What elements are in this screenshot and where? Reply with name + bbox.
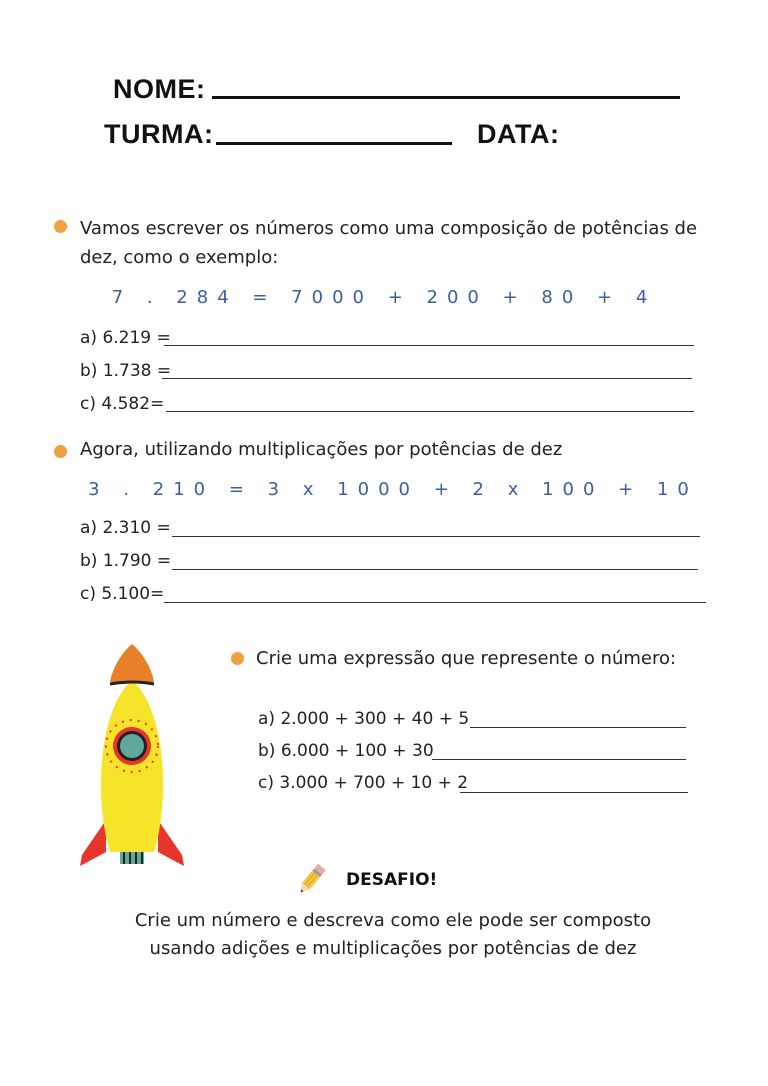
- section2-example: 3 . 210 = 3 x 1000 + 2 x 100 + 10: [88, 479, 698, 500]
- answer-line[interactable]: [432, 759, 686, 760]
- rocket-illustration: [76, 640, 188, 870]
- challenge-line2: usando adições e multiplicações por potências de dez: [149, 938, 637, 959]
- section2-item-c: c) 5.100=: [80, 584, 165, 604]
- rocket-fin-left: [80, 820, 106, 866]
- section1-item-a: a) 6.219 =: [80, 328, 171, 348]
- nome-field[interactable]: [212, 96, 680, 99]
- rocket-body: [101, 680, 163, 852]
- turma-field[interactable]: [216, 142, 452, 145]
- porthole-window: [120, 734, 144, 758]
- bullet-icon: [54, 445, 67, 458]
- answer-line[interactable]: [166, 411, 694, 412]
- section1-item-b: b) 1.738 =: [80, 361, 172, 381]
- answer-line[interactable]: [172, 536, 700, 537]
- section2-item-a: a) 2.310 =: [80, 518, 171, 538]
- answer-line[interactable]: [470, 727, 686, 728]
- bullet-icon: [231, 652, 244, 665]
- answer-line[interactable]: [164, 602, 706, 603]
- answer-line[interactable]: [162, 378, 692, 379]
- answer-line[interactable]: [460, 792, 688, 793]
- section3-instruction: Crie uma expressão que represente o número:: [256, 648, 677, 669]
- answer-line[interactable]: [164, 345, 694, 346]
- section1-instruction-line2: dez, como o exemplo:: [80, 247, 279, 268]
- answer-line[interactable]: [172, 569, 698, 570]
- data-label: DATA:: [477, 119, 560, 149]
- section2-item-b: b) 1.790 =: [80, 551, 172, 571]
- section3-item-b: b) 6.000 + 100 + 30: [258, 741, 434, 761]
- section1-example: 7 . 284 = 7000 + 200 + 80 + 4: [111, 287, 657, 308]
- rocket-tip: [110, 644, 154, 682]
- section1-instruction-line1: Vamos escrever os números como uma composição de potências de: [80, 218, 698, 239]
- turma-label: TURMA:: [104, 119, 214, 149]
- challenge-title: DESAFIO!: [346, 870, 438, 890]
- nome-label: NOME:: [113, 74, 206, 104]
- rocket-fin-right: [158, 820, 184, 866]
- pencil-icon: [294, 863, 328, 897]
- section2-instruction: Agora, utilizando multiplicações por potências de dez: [80, 439, 563, 460]
- section1-item-c: c) 4.582=: [80, 394, 165, 414]
- section3-item-c: c) 3.000 + 700 + 10 + 2: [258, 773, 469, 793]
- bullet-icon: [54, 220, 67, 233]
- challenge-line1: Crie um número e descreva como ele pode ser composto: [134, 910, 652, 931]
- section3-item-a: a) 2.000 + 300 + 40 + 5: [258, 709, 470, 729]
